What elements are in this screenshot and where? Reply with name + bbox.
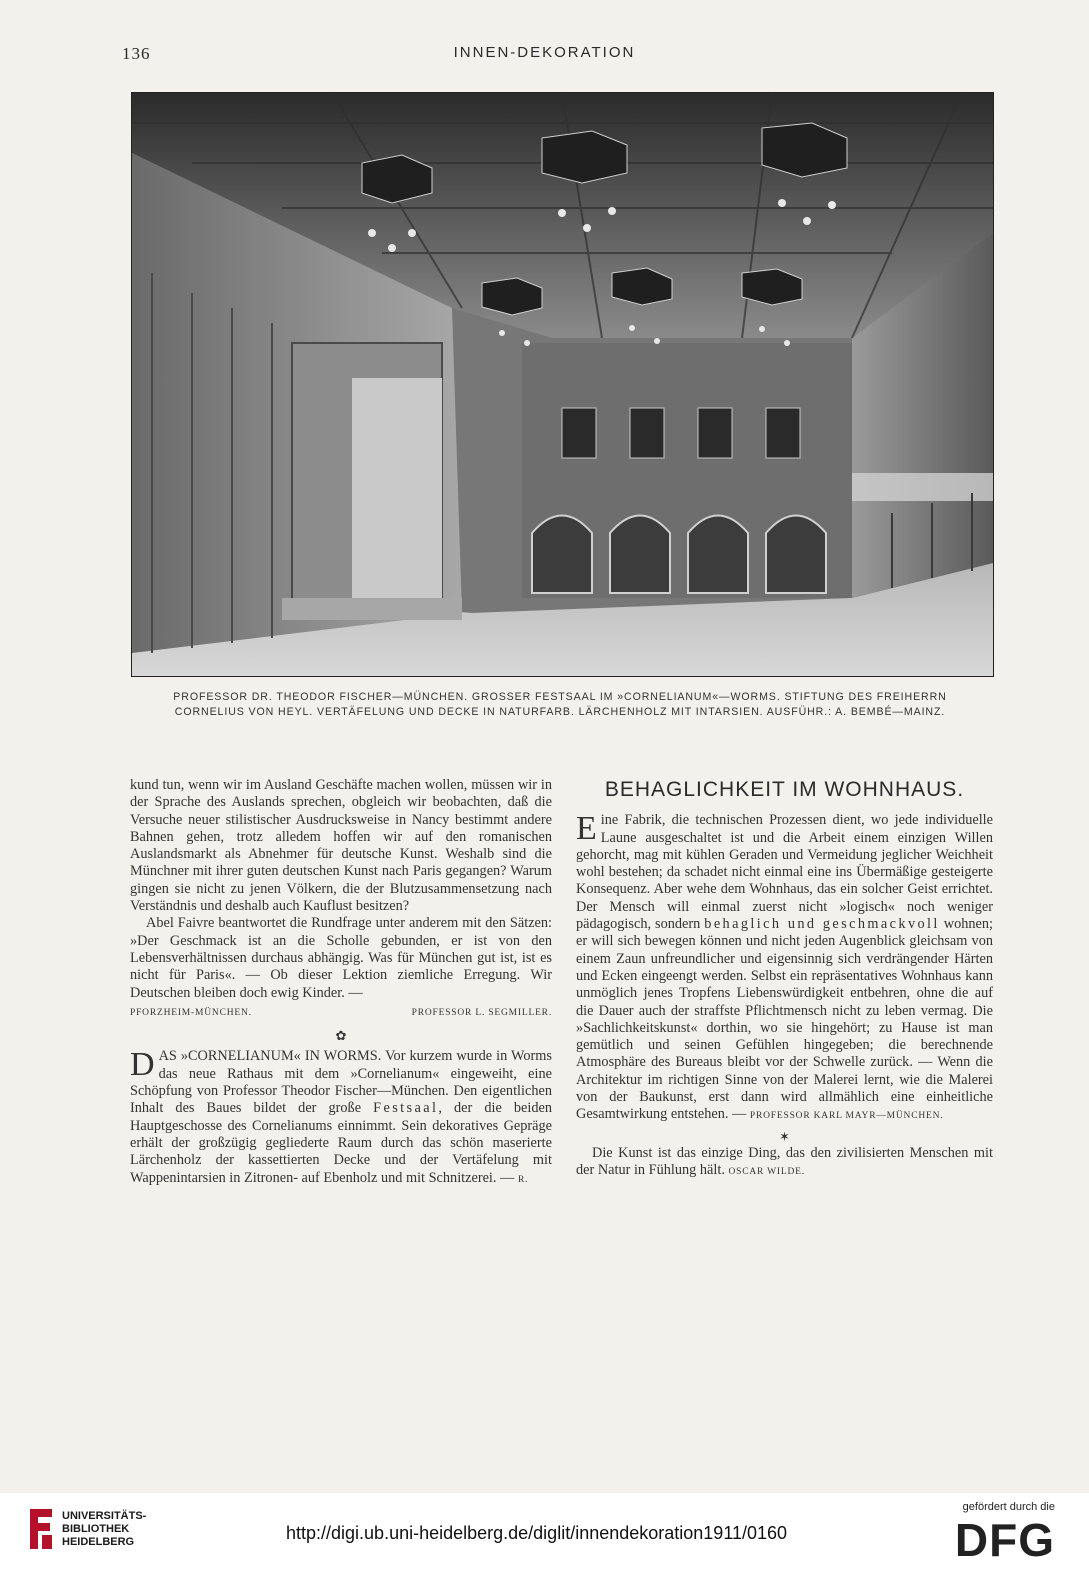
text-run: , der die beiden Hauptgeschosse des Cornelianums einnimmt. Sein dekoratives Gepräge erhält der großzügig gegliederte Raum durch das schön maserierte Lärchenholz der kassettierten Decke und der Vertäfelung mit Wappenintarsien in Zitronen- auf Ebenholz und mit Schnitzerei. —	[130, 1100, 552, 1186]
paragraph: kund tun, wenn wir im Ausland Geschäfte machen wollen, müssen wir in der Sprache des Auslands sprechen, obgleich wir beobachten, daß die Versuche neuer stilistischer Ausdrucksweise in Nancy bestimmt andere Bahnen gehen, trotz alledem hoffen wir auf den romanischen Auslandsmarkt als Abnehmer für deutsche Kunst. Weshalb sind die Münchner mit ihrer guten deutschen Kunst nach Paris gegangen? Warum gingen sie nicht zu jenen Völkern, die der Blutzusammensetzung nach Verständnis und deshalb auch Kauflust besitzen?	[130, 777, 552, 915]
left-column	[130, 777, 552, 1189]
institution-line: UNIVERSITÄTS-	[62, 1510, 147, 1522]
signature-author: PROFESSOR KARL MAYR—MÜNCHEN.	[749, 1111, 944, 1122]
festsaal-photograph	[131, 92, 994, 677]
signature-author: PROFESSOR L. SEGMILLER.	[411, 1007, 552, 1018]
figure-caption	[120, 690, 1000, 720]
institution-line: HEIDELBERG	[62, 1536, 135, 1548]
drop-cap: D	[130, 1046, 155, 1084]
emphasis-spaced: Festsaal	[373, 1100, 439, 1117]
signature-line	[130, 1005, 552, 1022]
university-library-logo-icon	[26, 1507, 56, 1551]
quote-text: Die Kunst ist das einzige Ding, das den zivilisierten Menschen mit der Natur in Fühlung hält.	[576, 1144, 993, 1179]
quote-author: OSCAR WILDE.	[728, 1167, 805, 1178]
quote-paragraph	[576, 1145, 993, 1182]
text-run: wohnen; er will sich bewegen können und nicht jeden Augenblick gleichsam von einem Zaun unfreundlicher und eigensinnig sich verdrängender Härten und Ecken eingeengt werden. Selbst ein repräsentatives Wohnhaus kann unmöglich jenes Tropfens Liebenswürdigkeit entbehren, ohne die auf die Dauer auch der straffste Pflichtmensch nicht zu leben vermag. Die »Sachlichkeitskunst« dorthin, wo sie hingehört; zu Hause ist man gemütlich und seinen Gefühlen hingegeben; die berechnende Atmosphäre des Bureaus bleibt vor der Schwelle zurück. — Wenn die Architektur im richtigen Sinne von der Malerei lernt, wie die Malerei von der Baukunst, erst dann wird allmählich eine einheitliche Gesamtwirkung entstehen. —	[576, 916, 994, 1123]
section-lead: AS »CORNELIANUM« IN WORMS.	[158, 1048, 382, 1065]
permalink-url[interactable]: http://digi.ub.uni-heidelberg.de/diglit/innendekoration1911/0160	[286, 1523, 788, 1543]
caption-line: PROFESSOR DR. THEODOR FISCHER—MÜNCHEN. GROSSER FESTSAAL IM »CORNELIANUM«—WORMS. STIFTUNG DES FREIHERRN	[173, 691, 947, 703]
text-run: ine Fabrik, die technischen Prozessen dient, wo jede individuelle Laune ausgeschaltet ist und die Arbeit einem einzigen Willen gehorcht, mag mit kühlen Geraden und Vermeidung jeglicher Weichheit wohl bestehen; da schadet nicht einmal eine ins Übermäßige gesteigerte Konsequenz. Aber wehe dem Wohnhaus, das ein solcher Geist errichtet. Der Mensch will einmal zuerst nicht »logisch« noch weniger pädagogisch, sondern	[576, 812, 993, 933]
article-headline: BEHAGLICHKEIT IM WOHNHAUS.	[604, 778, 965, 801]
star-ornament-icon: ✶	[779, 1128, 790, 1144]
caption-line: CORNELIUS VON HEYL. VERTÄFELUNG UND DECKE IN NATURFARB. LÄRCHENHOLZ MIT INTARSIEN. AUSFÜHR.: A. BEMBÉ—MAINZ.	[174, 706, 946, 718]
institution-line: BIBLIOTHEK	[62, 1523, 130, 1535]
paragraph-cornelianum	[130, 1048, 552, 1188]
funding-label: gefördert durch die	[962, 1501, 1055, 1513]
running-title: INNEN-DEKORATION	[453, 44, 636, 61]
institution-name	[62, 1510, 146, 1549]
paragraph: Abel Faivre beantwortet die Rundfrage unter anderem mit den Sätzen: »Der Geschmack ist an die Scholle gebunden, er ist von den Lebensverhältnissen durchaus abhängig. Was für München gut ist, ist es nicht für Paris«. — Ob dieser Lektion ziemliche Erregung. Wir Deutschen bleiben doch ewig Kinder. —	[130, 915, 552, 1001]
page-header	[0, 44, 1089, 68]
signature-initial: R.	[517, 1174, 529, 1185]
right-column	[576, 778, 994, 1182]
festsaal-illustration	[132, 93, 993, 676]
text-run: Vor kurzem wurde in Worms das neue Rathaus mit dem »Cornelianum« eingeweiht, eine Schöpfung von Professor Theodor Fischer—München. Den eigentlichen Inhalt des Baues bildet der große	[130, 1048, 552, 1117]
paragraph	[576, 812, 993, 1125]
emphasis-spaced: behaglich und geschmackvoll	[704, 916, 940, 933]
ornament-icon: ✿	[335, 1028, 347, 1044]
drop-cap: E	[576, 810, 597, 848]
digitization-footer	[0, 1493, 1089, 1590]
dfg-logo: DFG	[954, 1514, 1055, 1566]
page-number: 136	[122, 44, 151, 63]
signature-place: PFORZHEIM-MÜNCHEN.	[130, 1007, 252, 1018]
